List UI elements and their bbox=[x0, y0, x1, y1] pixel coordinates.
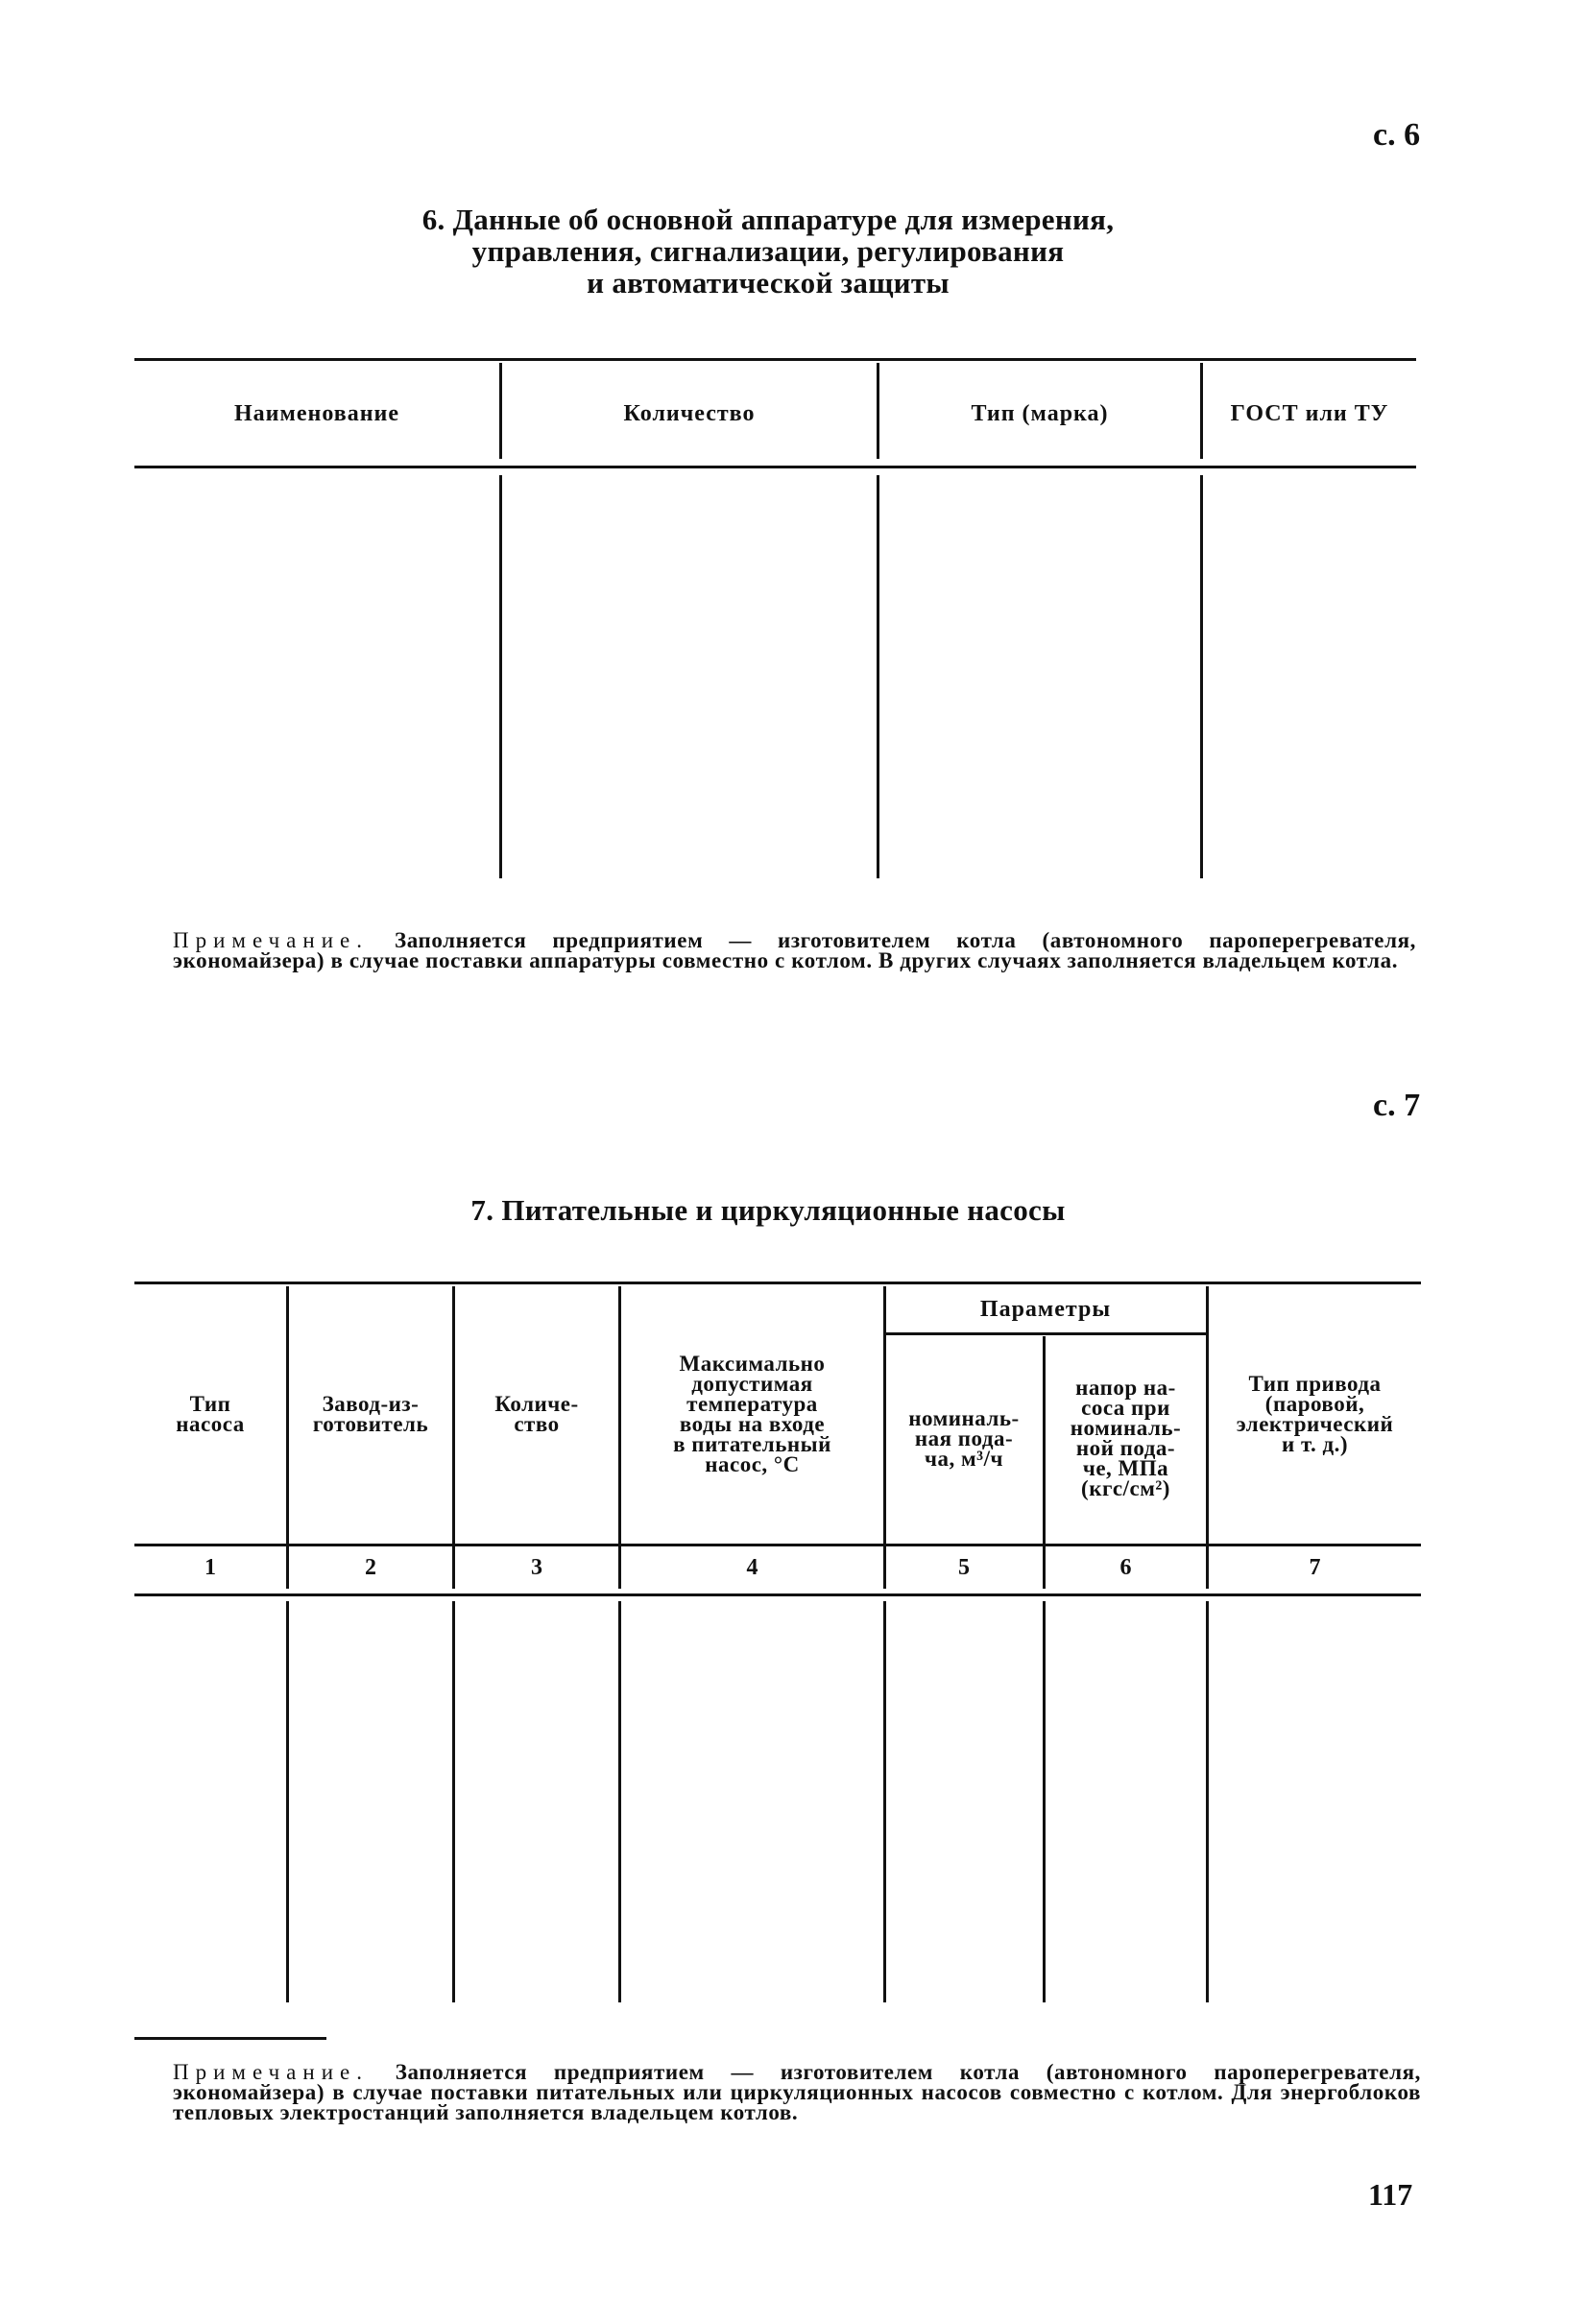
page-number: 117 bbox=[1368, 2177, 1413, 2212]
column-divider bbox=[286, 1601, 289, 2002]
column-header-quantity: Количе- ство bbox=[494, 1391, 579, 1436]
column-number: 4 bbox=[746, 1555, 758, 1580]
section6-note bbox=[173, 930, 1416, 970]
column-header-nominal-flow: номиналь- ная пода- ча, м³/ч bbox=[908, 1405, 1020, 1471]
column-header-type: Тип (марка) bbox=[971, 400, 1109, 426]
section7-note bbox=[173, 2062, 1421, 2122]
column-number: 5 bbox=[958, 1555, 970, 1580]
column-header-standard: ГОСТ или ТУ bbox=[1230, 400, 1389, 426]
column-divider bbox=[1206, 1601, 1209, 2002]
table-header-rule bbox=[134, 1544, 1421, 1546]
column-divider bbox=[618, 1601, 621, 2002]
column-divider bbox=[499, 475, 502, 878]
section6-title-line1: 6. Данные об основной аппаратуре для измерения, bbox=[421, 203, 1115, 236]
note-text: Заполняется предприятием — изготовителем котла (автономного пароперегревателя, экономайзера) в случае поставки аппаратуры совместно с котлом. В других случаях заполняется владельцем котла. bbox=[173, 928, 1416, 972]
column-header-drive-type: Тип привода (паровой, электрический и т. д.) bbox=[1236, 1371, 1394, 1456]
note-text: Заполняется предприятием — изготовителем котла (автономного пароперегревателя, экономайзера) в случае поставки питательных или циркуляционных насосов совместно с котлом. Для энергоблоков тепловых электростанций заполняется владельцем котлов. bbox=[173, 2060, 1421, 2124]
column-divider bbox=[877, 475, 879, 878]
column-header-name: Наименование bbox=[234, 400, 399, 426]
column-divider bbox=[883, 1601, 886, 2002]
table-header-rule bbox=[134, 466, 1416, 468]
table-top-rule bbox=[134, 1282, 1421, 1284]
page-label-top: с. 6 bbox=[1373, 117, 1421, 153]
section6-title bbox=[240, 204, 1296, 299]
note-lead: Примечание. bbox=[173, 2060, 369, 2084]
column-header-quantity: Количество bbox=[623, 400, 756, 426]
column-number: 6 bbox=[1119, 1555, 1132, 1580]
column-header-max-temperature: Максимально допустимая температура воды на входе в питательный насос, °С bbox=[673, 1351, 831, 1476]
table-numbers-rule bbox=[134, 1593, 1421, 1596]
column-header-manufacturer: Завод-из- готовитель bbox=[312, 1391, 429, 1436]
column-divider bbox=[1043, 1601, 1046, 2002]
column-divider bbox=[452, 1601, 455, 2002]
table-top-rule bbox=[134, 358, 1416, 361]
column-number: 1 bbox=[205, 1555, 216, 1580]
page-label-mid: с. 7 bbox=[1373, 1088, 1421, 1123]
section6-title-line2: управления, сигнализации, регулирования bbox=[471, 234, 1065, 268]
group-header-parameters: Параметры bbox=[979, 1297, 1112, 1322]
column-number: 2 bbox=[365, 1555, 376, 1580]
section7-title: 7. Питательные и циркуляционные насосы bbox=[470, 1193, 1066, 1227]
section6-title-line3: и автоматической защиты bbox=[587, 266, 950, 299]
group-header-rule bbox=[885, 1332, 1206, 1335]
column-header-pump-type: Тип насоса bbox=[176, 1391, 245, 1436]
column-number: 7 bbox=[1309, 1555, 1321, 1580]
footnote-rule bbox=[134, 2037, 326, 2040]
column-number: 3 bbox=[531, 1555, 542, 1580]
column-header-pump-head: напор на- соса при номиналь- ной пода- че, МПа (кгс/см²) bbox=[1070, 1376, 1182, 1500]
note-lead: Примечание. bbox=[173, 928, 369, 952]
column-divider bbox=[1200, 475, 1203, 878]
